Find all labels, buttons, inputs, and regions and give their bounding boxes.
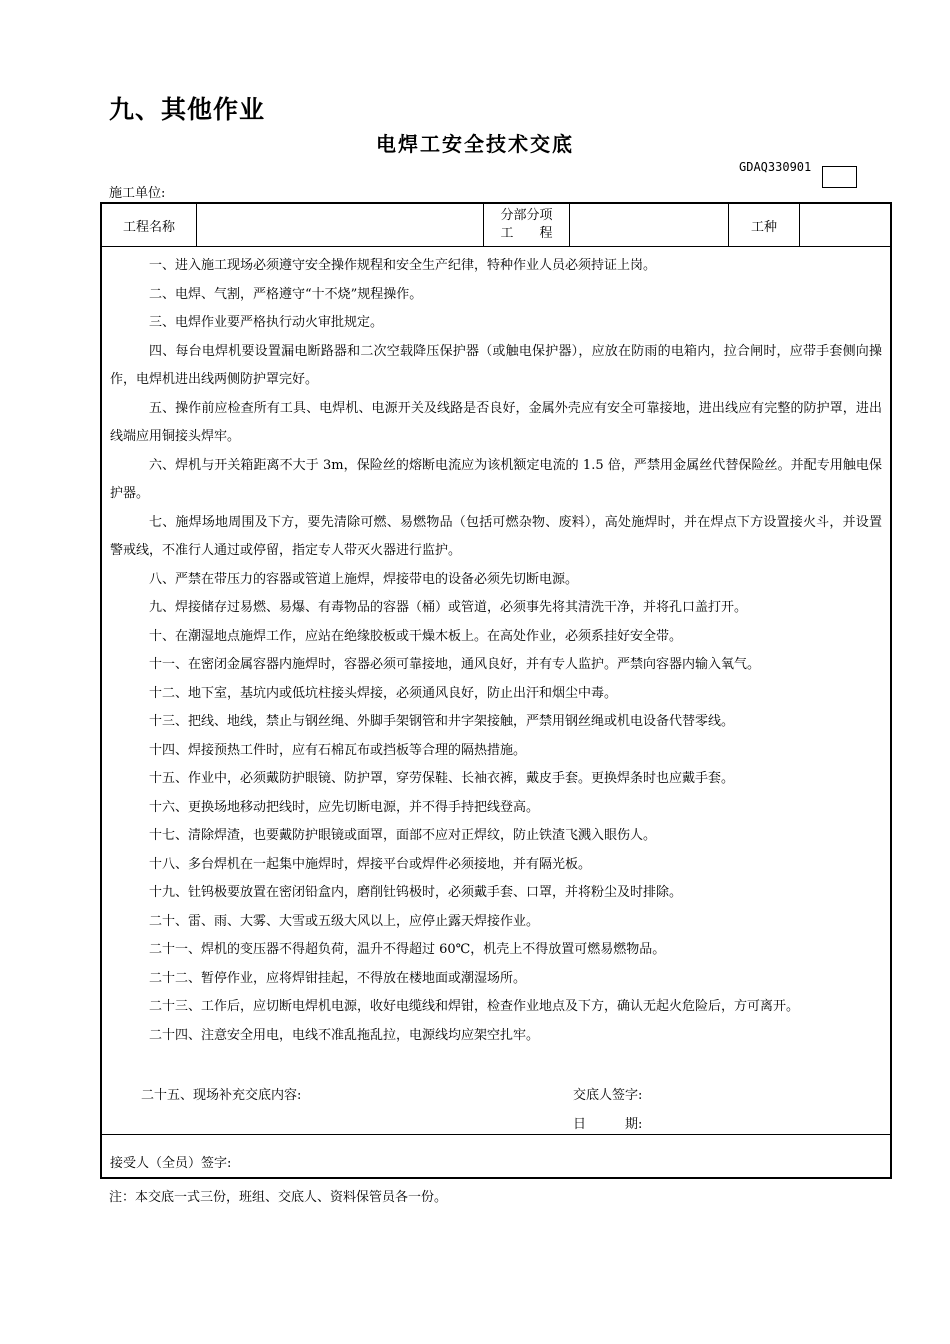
receiver-signature-label: 接受人（全员）签字:: [110, 1156, 232, 1171]
list-item: 六、焊机与开关箱距离不大于 3m，保险丝的熔断电流应为该机额定电流的 1.5 倍，严禁用金属丝代替保险丝。并配专用触电保护器。: [110, 457, 882, 501]
list-item: 九、焊接储存过易燃、易爆、有毒物品的容器（桶）或管道，必须事先将其清洗干净，并将孔口盖打开。: [149, 600, 748, 615]
sub-project-value[interactable]: [570, 204, 729, 246]
disclosure-table: [100, 202, 892, 1179]
list-item: 二十一、焊机的变压器不得超负荷，温升不得超过 60℃，机壳上不得放置可燃易燃物品。: [149, 942, 666, 957]
list-item: 十一、在密闭金属容器内施焊时，容器必须可靠接地，通风良好，并有专人监护。严禁向容器内输入氧气。: [149, 657, 761, 672]
document-code: GDAQ330901: [739, 160, 812, 174]
list-item: 三、电焊作业要严格执行动火审批规定。: [149, 315, 384, 330]
date-label: 日 期:: [573, 1117, 643, 1132]
list-item: 十四、焊接预热工件时，应有石棉瓦布或挡板等合理的隔热措施。: [149, 742, 527, 758]
list-item: 十二、地下室，基坑内或低坑柱接头焊接，必须通风良好，防止出汗和烟尘中毒。: [149, 685, 618, 701]
footnote: 注：本交底一式三份，班组、交底人、资料保管员各一份。: [109, 1190, 448, 1205]
list-item: 二十、雷、雨、大雾、大雪或五级大风以上，应停止露天焊接作业。: [149, 913, 540, 929]
list-item: 八、严禁在带压力的容器或管道上施焊，焊接带电的设备必须先切断电源。: [149, 571, 579, 587]
list-item: 二十二、暂停作业，应将焊钳挂起，不得放在楼地面或潮湿场所。: [149, 970, 527, 986]
list-item: 十三、把线、地线，禁止与钢丝绳、外脚手架钢管和井字架接触，严禁用钢丝绳或机电设备代替零线。: [149, 714, 735, 729]
sub-project-label: [484, 204, 570, 246]
trade-value[interactable]: [800, 204, 890, 246]
item-list: [102, 247, 890, 1050]
list-item: 四、每台电焊机要设置漏电断路器和二次空载降压保护器（或触电保护器），应放在防雨的电箱内，拉合闸时，应带手套侧向操作，电焊机进出线两侧防护罩完好。: [110, 343, 882, 387]
trade-label: 工种: [729, 204, 800, 246]
project-name-value[interactable]: [197, 204, 484, 246]
code-box: [822, 166, 857, 188]
list-item: 十九、钍钨极要放置在密闭铅盒内，磨削钍钨极时，必须戴手套、口罩，并将粉尘及时排除。: [149, 885, 683, 900]
project-name-label: 工程名称: [102, 204, 197, 246]
discloser-signature-label: 交底人签字:: [573, 1088, 643, 1103]
sub-project-label-line2: 工 程: [500, 226, 553, 241]
list-item: 七、施焊场地周围及下方，要先清除可燃、易燃物品（包括可燃杂物、废料），高处施焊时，并在焊点下方设置接火斗，并设置警戒线，不准行人通过或停留，指定专人带灭火器进行监护。: [110, 514, 882, 558]
sub-project-label-line1: 分部分项: [500, 208, 553, 223]
list-item: 十八、多台焊机在一起集中施焊时，焊接平台或焊件必须接地，并有隔光板。: [149, 856, 592, 872]
list-item: 十七、清除焊渣，也要戴防护眼镜或面罩，面部不应对正焊纹，防止铁渣飞溅入眼伤人。: [149, 828, 657, 843]
list-item: 二十三、工作后，应切断电焊机电源，收好电缆线和焊钳，检查作业地点及下方，确认无起火危险后，方可离开。: [149, 999, 800, 1014]
construction-unit-label: 施工单位:: [109, 186, 166, 201]
document-title: 电焊工安全技术交底: [376, 132, 574, 156]
list-item: 十、在潮湿地点施焊工作，应站在绝缘胶板或干燥木板上。在高处作业，必须系挂好安全带。: [149, 628, 683, 644]
supplement-label: 二十五、现场补充交底内容:: [141, 1088, 302, 1103]
section-title: 九、其他作业: [109, 95, 266, 124]
list-item: 一、进入施工现场必须遵守安全操作规程和安全生产纪律，特种作业人员必须持证上岗。: [149, 258, 657, 273]
list-item: 五、操作前应检查所有工具、电焊机、电源开关及线路是否良好，金属外壳应有安全可靠接地，进出线应有完整的防护罩，进出线端应用铜接头焊牢。: [110, 400, 882, 444]
list-item: 二、电焊、气割，严格遵守“十不烧”规程操作。: [149, 286, 423, 302]
header-row: [102, 204, 890, 247]
list-item: 十六、更换场地移动把线时，应先切断电源，并不得手持把线登高。: [149, 799, 540, 815]
disclosure-content: [102, 247, 890, 1135]
list-item: 十五、作业中，必须戴防护眼镜、防护罩，穿劳保鞋、长袖衣裤，戴皮手套。更换焊条时也应戴手套。: [149, 771, 735, 786]
list-item: 二十四、注意安全用电，电线不准乱拖乱拉，电源线均应架空扎牢。: [149, 1027, 540, 1043]
